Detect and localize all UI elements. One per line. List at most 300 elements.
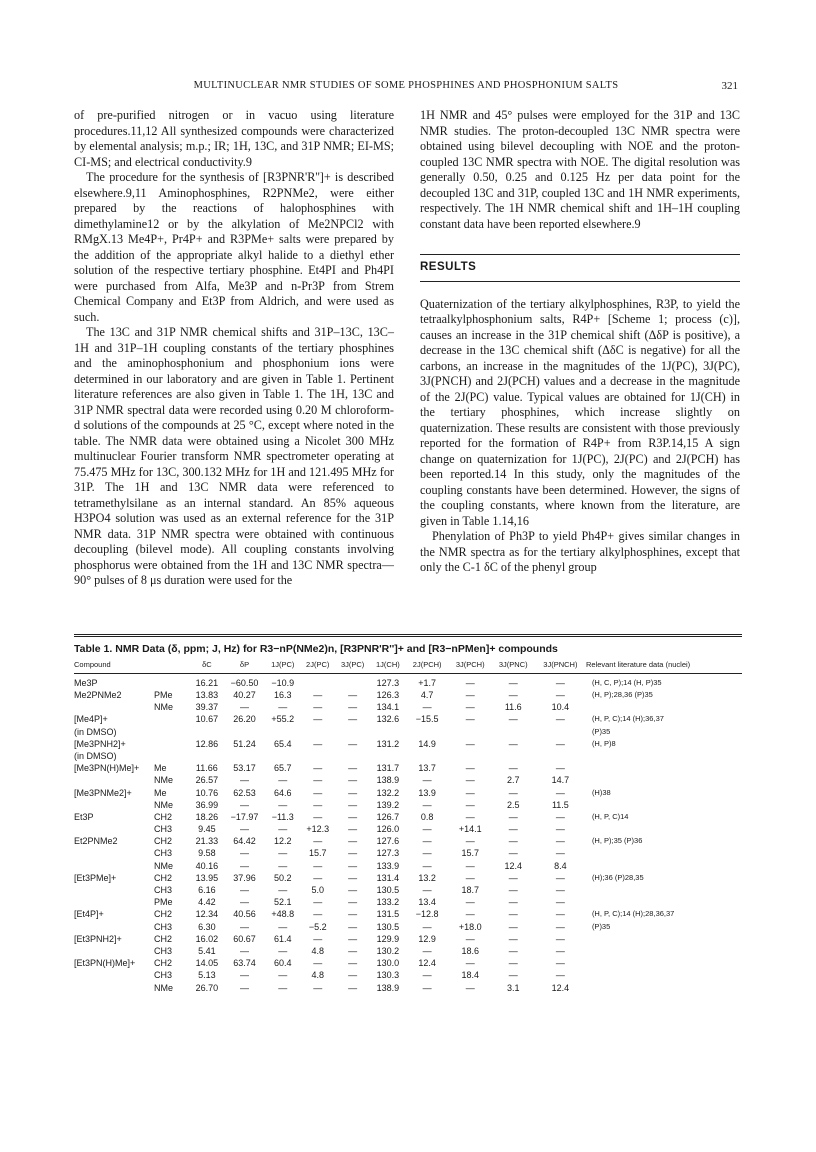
table-cell: (H, P, C);14 (H);36,37 [591, 714, 664, 724]
table-cell: — [313, 897, 323, 908]
table-cell: [Et4P]+ [74, 909, 104, 920]
table-cell: 138.9 [376, 982, 400, 993]
table-cell: +55.2 [271, 714, 295, 725]
table-cell: 18.6 [461, 945, 479, 956]
table-row [74, 908, 742, 920]
running-head [74, 80, 738, 96]
table-row [74, 860, 742, 872]
table-cell: 13.4 [418, 897, 436, 908]
table-cell [586, 945, 742, 957]
table-cell [265, 726, 300, 738]
table-cell: — [348, 945, 358, 956]
table-cell: 10.4 [551, 702, 570, 713]
table-cell: 16.02 [195, 933, 219, 944]
paragraph: The 13C and 31P NMR chemical shifts and 31P–13C, 13C–1H and 31P–1H coupling constants of the tertiary phosphines and the aminophosphonium and phosphonium ions were determined in our laboratory and are given in Table 1. Pertinent literature references are also given in Table 1. The 1H, 13C and 31P NMR spectral data were recorded using 0.20 M chloroform-d solutions of the compounds at 25 °C, except where noted in the table. The NMR data were obtained using a Nicolet 300 MHz multinuclear Fourier transform NMR spectrometer operating at 75.475 MHz for 13C, 300.132 MHz for 1H and 121.495 MHz for 31P. The 1H and 13C NMR data were referenced to tetramethylsilane as an internal standard. An 85% aqueous H3PO4 solution was used as an external reference for the 31P NMR data. 31P NMR spectra were obtained with continuous decoupling (bilevel mode). All coupling constants involving phosphorus were obtained from the 1H and 13C NMR spectra—90° pulses of 8 μs duration were used for the [74, 325, 394, 587]
table-cell: — [313, 738, 323, 749]
table-cell [300, 674, 335, 690]
table-cell: — [348, 799, 358, 810]
table-cell: 18.7 [461, 885, 479, 895]
table-cell: 60.67 [233, 933, 256, 944]
table-cell: CH2 [154, 958, 173, 969]
table-cell: — [555, 690, 565, 700]
table-cell: — [278, 921, 288, 932]
table-row [74, 823, 742, 835]
table-cell: 65.7 [274, 763, 292, 774]
table-row [74, 738, 742, 750]
table-cell: — [348, 714, 358, 725]
table-cell: — [348, 958, 358, 969]
table-cell [370, 726, 406, 738]
table-cell: 26.57 [195, 775, 219, 786]
table-cell: 62.53 [233, 787, 256, 798]
table-cell: 13.7 [418, 763, 436, 774]
table-cell: — [465, 958, 475, 969]
table-cell: (H, P);28,36 (P)35 [591, 690, 653, 699]
table-cell: NMe [154, 860, 174, 871]
table-cell: — [465, 897, 475, 908]
table-cell: +14.1 [458, 824, 482, 835]
table-cell: — [508, 824, 518, 835]
table-cell: 139.2 [376, 799, 400, 810]
table-cell: — [465, 933, 475, 944]
table-cell: [Et3PN(H)Me]+ [74, 958, 136, 969]
table-cell: 131.4 [376, 872, 400, 883]
table-cell: [Et3PMe]+ [74, 872, 117, 883]
table-cell: — [508, 885, 518, 895]
table-cell: 13.83 [195, 690, 219, 700]
table-cell: 2.7 [507, 775, 520, 786]
table-cell: 14.7 [551, 775, 570, 786]
table-cell: — [465, 860, 475, 871]
table-cell: — [313, 836, 323, 847]
paragraph: of pre-purified nitrogen or in vacuo using literature procedures.11,12 All synthesized compounds were characterized by elemental analysis; m.p.; IR; 1H, 13C, and 31P NMR; EI-MS; CI-MS; and electrical conductivity.9 [74, 108, 394, 169]
table-cell: 26.20 [233, 714, 256, 725]
table-cell: 131.2 [376, 738, 400, 749]
table-cell: 130.3 [376, 970, 400, 981]
table-cell: 40.27 [233, 690, 256, 700]
table-cell: 51.24 [233, 738, 256, 749]
table-cell [154, 674, 190, 690]
table-cell [535, 750, 586, 762]
table-cell: 11.6 [504, 702, 522, 713]
page-number: 321 [721, 80, 738, 92]
table-cell: — [313, 775, 323, 786]
table-cell: — [313, 787, 323, 798]
table-cell [300, 750, 335, 762]
table-body [74, 674, 742, 994]
table-cell: — [422, 824, 432, 835]
table-cell: 13.2 [418, 872, 436, 883]
table-header-cell: 1J(CH) [370, 658, 406, 674]
table-cell: — [555, 909, 565, 920]
table-cell: CH3 [154, 921, 173, 932]
table-cell [535, 726, 586, 738]
table-cell: 21.33 [195, 836, 219, 847]
table-cell: — [555, 958, 565, 969]
table-cell: — [348, 824, 358, 835]
table-cell: — [313, 714, 323, 725]
table-cell [586, 823, 742, 835]
table-cell: 61.4 [274, 933, 292, 944]
table-cell: — [555, 787, 565, 798]
table-cell: — [465, 775, 475, 786]
table-header-cell: 3J(PCH) [449, 658, 492, 674]
table-cell: CH3 [154, 970, 173, 981]
table-cell [449, 750, 492, 762]
table-row [74, 750, 742, 762]
table-cell: — [508, 811, 518, 822]
table-cell: — [422, 982, 432, 993]
table-cell: 3.1 [507, 982, 520, 993]
table-cell [265, 750, 300, 762]
table-cell [586, 933, 742, 945]
table-row [74, 787, 742, 799]
table-header-cell: 3J(PC) [335, 658, 370, 674]
table-cell: 12.4 [551, 982, 570, 993]
running-head-title: MULTINUCLEAR NMR STUDIES OF SOME PHOSPHINES AND PHOSPHONIUM SALTS [193, 80, 619, 91]
table-cell: [Me3PN(H)Me]+ [74, 763, 140, 774]
table-cell: 36.99 [195, 799, 219, 810]
table-cell: CH2 [154, 933, 173, 944]
table-header-cell: 2J(PC) [300, 658, 335, 674]
table-cell: +18.0 [458, 921, 482, 932]
table-cell: — [348, 836, 358, 847]
table-cell [74, 945, 154, 957]
table-cell: 6.16 [198, 885, 216, 895]
table-cell: 127.3 [376, 848, 400, 859]
table-cell: Me [154, 763, 167, 774]
table-cell: 63.74 [233, 958, 256, 969]
table-cell: 127.3 [376, 678, 400, 688]
table-row [74, 762, 742, 774]
table-cell: 5.0 [311, 885, 324, 895]
table-cell [492, 750, 535, 762]
table-cell [74, 701, 154, 713]
table-cell [154, 738, 190, 750]
table-cell: — [240, 982, 249, 993]
table-row [74, 872, 742, 884]
table-cell: +1.7 [418, 678, 437, 688]
table-cell [74, 799, 154, 811]
table-cell: (P)35 [591, 921, 611, 931]
table-cell: — [313, 763, 323, 774]
table-cell: — [313, 958, 323, 969]
table-cell: — [278, 860, 288, 871]
table-cell: — [555, 921, 565, 932]
table-cell: — [422, 921, 432, 932]
table-cell [370, 750, 406, 762]
table-cell: — [278, 945, 288, 956]
table-cell [586, 982, 742, 994]
table-cell: — [348, 763, 358, 774]
table-cell: 16.3 [274, 690, 292, 700]
table-cell: — [348, 775, 358, 786]
table-cell: 14.05 [195, 958, 219, 969]
table-cell: — [555, 848, 565, 859]
table-cell: — [240, 897, 249, 908]
table-cell: CH2 [154, 811, 173, 822]
table-cell [586, 774, 742, 786]
table-cell: 4.7 [420, 690, 434, 700]
table-row [74, 969, 742, 981]
table-cell: 40.56 [233, 909, 256, 920]
table-row [74, 726, 742, 738]
table-cell: −10.9 [271, 678, 295, 688]
table-cell [190, 750, 224, 762]
table-cell: — [422, 885, 432, 895]
table-cell: — [278, 970, 288, 981]
table-cell [154, 713, 190, 725]
table-cell: — [422, 702, 432, 713]
table-cell: Et2PNMe2 [74, 836, 118, 847]
table-cell [586, 750, 742, 762]
table-cell: — [508, 945, 518, 956]
table-cell: (H);36 (P)28,35 [591, 872, 644, 882]
table-cell: 9.58 [198, 848, 216, 859]
table-cell: — [555, 714, 565, 725]
table-cell: Et3P [74, 811, 94, 822]
table-cell: −5.2 [308, 921, 327, 932]
table-cell [300, 726, 335, 738]
table-cell [406, 726, 449, 738]
table-cell: Me [154, 787, 167, 798]
table-cell: +12.3 [306, 824, 330, 835]
table-cell: — [313, 872, 323, 883]
table-cell: — [240, 848, 249, 859]
table-cell: — [348, 690, 358, 700]
table-cell: — [508, 897, 518, 908]
table-cell: — [422, 836, 432, 847]
table-cell: — [313, 799, 323, 810]
table-cell: 4.42 [198, 897, 216, 908]
table-cell: — [278, 982, 288, 993]
table-cell: 8.4 [554, 860, 567, 871]
table-cell: — [555, 933, 565, 944]
table-cell [74, 921, 154, 933]
table-cell: −60.50 [230, 678, 259, 688]
table-cell: PMe [154, 897, 173, 908]
table-header-row [74, 658, 742, 674]
table-cell: +48.8 [271, 909, 295, 920]
table-cell: (H, C, P);14 (H, P)35 [591, 678, 662, 687]
table-cell: 64.6 [274, 787, 292, 798]
table-cell: NMe [154, 775, 174, 786]
table-cell: (in DMSO) [74, 726, 117, 737]
table-cell: 134.1 [376, 702, 400, 713]
table-cell [586, 884, 742, 896]
table-cell [74, 860, 154, 872]
table-cell: — [465, 787, 475, 798]
table-cell [335, 726, 370, 738]
table-row [74, 701, 742, 713]
table-cell: 39.37 [195, 702, 219, 713]
table-cell: (H)38 [591, 787, 611, 797]
table-cell [586, 762, 742, 774]
table-cell: 13.9 [418, 787, 436, 798]
table-cell [586, 799, 742, 811]
table-cell [190, 726, 224, 738]
table-cell: — [278, 885, 288, 895]
table-cell: NMe [154, 702, 174, 713]
table-cell: −12.8 [415, 909, 439, 920]
table-cell [586, 969, 742, 981]
table-row [74, 811, 742, 823]
table-cell: [Me3PNH2]+ [74, 738, 126, 749]
table-cell: 10.67 [195, 714, 219, 725]
table-cell: — [508, 933, 518, 944]
table-cell: — [465, 690, 475, 700]
table-cell: 11.5 [551, 799, 569, 810]
table-cell: 53.17 [233, 763, 256, 774]
table-cell: — [465, 714, 475, 725]
table-cell: 37.96 [233, 872, 256, 883]
table-cell: — [240, 860, 249, 871]
table-cell: — [555, 945, 565, 956]
table-cell: 5.41 [198, 945, 216, 956]
table-cell: 50.2 [274, 872, 292, 883]
table-cell: 60.4 [274, 958, 292, 969]
table-cell [586, 860, 742, 872]
table-cell: — [313, 690, 323, 700]
table-cell: — [278, 775, 288, 786]
table-row [74, 835, 742, 847]
table-cell: — [508, 714, 518, 725]
table-cell: — [348, 909, 358, 920]
table-cell: (H, P)8 [591, 738, 616, 748]
table-cell: — [240, 970, 249, 981]
nmr-data-table [74, 658, 742, 994]
table-cell: — [508, 958, 518, 969]
table-cell: — [555, 763, 565, 774]
table-cell: — [422, 799, 432, 810]
table-cell: — [555, 872, 565, 883]
table-cell: 12.4 [418, 958, 436, 969]
table-cell: — [240, 824, 249, 835]
paragraph: Quaternization of the tertiary alkylphosphines, R3P, to yield the tetraalkylphosphonium salts, R4P+ [Scheme 1; process (c)], causes an increase in the 31P chemical shift (ΔδP is positive), a decrease in the 13C chemical shift (ΔδC is negative) for all the carbons, an increase in the magnitudes of the 1J(PC), 3J(PC), 3J(PNCH) and 2J(PCH) values and a decrease in the magnitude of the 2J(PC) value. Typical values are obtained for 1J(CH) in the tertiary phosphines, which increase slightly on quaternization. These results are consistent with those previously reported for the formation of R4P+ from R3P.14,15 A sign change on quaternization for 1J(PC), 2J(PC) and 2J(PCH) has been reported.14 In this study, only the magnitudes of the coupling constants have been determined. However, the signs of the coupling constants, where known from the literature, are given in Table 1.14,16 [420, 296, 740, 528]
table-cell: 129.9 [376, 933, 400, 944]
table-cell: 132.2 [376, 787, 400, 798]
table-cell [449, 726, 492, 738]
table-cell: — [278, 702, 288, 713]
table-cell: — [348, 702, 358, 713]
table-row [74, 945, 742, 957]
table-cell: — [555, 885, 565, 895]
table-cell: — [508, 909, 518, 920]
table-cell: — [465, 702, 475, 713]
table-cell: — [348, 921, 358, 932]
table-cell: — [555, 738, 565, 749]
table-cell: — [555, 970, 565, 981]
table-cell: — [422, 945, 432, 956]
table-cell: — [348, 933, 358, 944]
table-cell: 131.7 [376, 763, 400, 774]
table-cell: — [465, 872, 475, 883]
table-row [74, 921, 742, 933]
table-cell: — [348, 885, 358, 895]
table-cell [74, 823, 154, 835]
table-cell: CH3 [154, 824, 173, 835]
table-cell: — [508, 848, 518, 859]
table-cell: 14.9 [418, 738, 436, 749]
table-cell: — [555, 824, 565, 835]
table-cell: (H, P);35 (P)36 [591, 836, 643, 846]
table-cell: 132.6 [376, 714, 400, 725]
table-header-cell: 1J(PC) [265, 658, 300, 674]
table-cell: 4.8 [311, 945, 324, 956]
table-header-cell: Relevant literature data (nuclei) [586, 658, 742, 674]
table-cell: CH2 [154, 909, 173, 920]
table-cell: — [508, 836, 518, 847]
table-cell [74, 982, 154, 994]
table-row [74, 982, 742, 994]
table-cell: — [422, 848, 432, 859]
table-cell: (in DMSO) [74, 750, 117, 761]
table-cell: — [278, 799, 288, 810]
table-cell: — [422, 775, 432, 786]
table-cell: — [240, 885, 249, 895]
table-cell [154, 726, 190, 738]
table-cell: 18.26 [195, 811, 219, 822]
table-row [74, 896, 742, 908]
table-cell: 15.7 [461, 848, 479, 859]
table-cell: — [348, 738, 358, 749]
table-cell: — [348, 970, 358, 981]
table-cell: 133.9 [376, 860, 400, 871]
table-cell [406, 750, 449, 762]
table-cell [74, 847, 154, 859]
table-cell: 12.4 [504, 860, 523, 871]
table-cell: — [313, 860, 323, 871]
table-caption: Table 1. NMR Data (δ, ppm; J, Hz) for R3−nP(NMe2)n, [R3PNR'R'']+ and [R3−nPMen]+ compounds [74, 643, 558, 655]
table-cell: — [508, 690, 518, 700]
table-cell: 12.2 [274, 836, 292, 847]
table-cell: — [465, 811, 475, 822]
table-cell: NMe [154, 799, 174, 810]
table-cell: — [508, 763, 518, 774]
table-cell: 126.7 [376, 811, 400, 822]
table-cell: — [465, 909, 475, 920]
table-cell: 13.95 [195, 872, 219, 883]
table-row [74, 847, 742, 859]
table-cell [74, 969, 154, 981]
table-cell: — [240, 945, 249, 956]
table-cell: — [240, 702, 249, 713]
table-cell: 126.0 [376, 824, 400, 835]
table-cell [224, 750, 266, 762]
table-cell: 138.9 [376, 775, 400, 786]
table-cell: 126.3 [376, 690, 400, 700]
table-cell: (P)35 [591, 726, 611, 736]
table-cell: CH3 [154, 945, 173, 956]
table-cell: CH2 [154, 836, 173, 847]
table-cell: — [465, 763, 475, 774]
table-cell: 4.8 [311, 970, 324, 981]
table-cell: — [508, 738, 518, 749]
right-column [420, 108, 740, 576]
table-cell [586, 896, 742, 908]
table-cell: — [422, 860, 432, 871]
table-cell: −17.97 [230, 811, 259, 822]
table-cell: 12.34 [195, 909, 219, 920]
table-cell: [Et3PNH2]+ [74, 933, 122, 944]
table-header-cell: δC [190, 658, 224, 674]
table-cell [586, 957, 742, 969]
table-cell: — [465, 982, 475, 993]
table-header-cell: Compound [74, 658, 154, 674]
table-cell: — [508, 970, 518, 981]
table-row [74, 933, 742, 945]
table-cell: — [555, 678, 565, 688]
